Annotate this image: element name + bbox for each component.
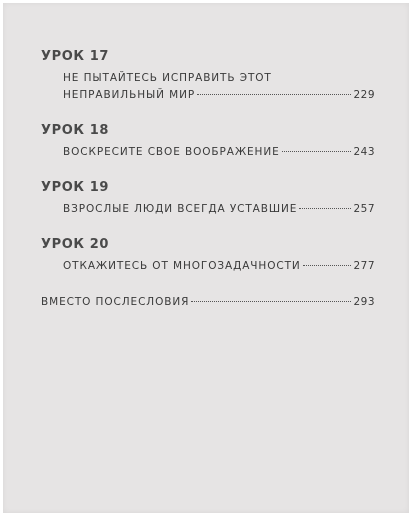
toc-entry	[63, 201, 375, 218]
toc-section-lesson-19	[41, 180, 375, 218]
page-number: 243	[353, 146, 375, 158]
toc-entry	[63, 70, 375, 104]
dot-leader	[197, 94, 351, 95]
lesson-heading: УРОК 17	[41, 49, 110, 64]
entry-title: ВЗРОСЛЫЕ ЛЮДИ ВСЕГДА УСТАВШИЕ	[63, 203, 298, 215]
book-page	[3, 3, 409, 513]
page-number: 257	[353, 203, 375, 215]
toc-entry	[63, 144, 375, 161]
dot-leader	[282, 151, 352, 152]
page-number: 277	[353, 260, 375, 272]
toc-section-lesson-20	[41, 237, 375, 275]
lesson-heading: УРОК 20	[41, 237, 110, 252]
lesson-heading: УРОК 18	[41, 123, 110, 138]
entry-title: ВОСКРЕСИТЕ СВОЕ ВООБРАЖЕНИЕ	[63, 146, 280, 158]
table-of-contents	[41, 49, 375, 330]
page-number: 229	[353, 89, 375, 101]
dot-leader	[303, 265, 352, 266]
dot-leader	[191, 301, 351, 302]
dot-leader	[299, 208, 351, 209]
lesson-heading: УРОК 19	[41, 180, 110, 195]
toc-section-afterword	[41, 294, 375, 311]
toc-section-lesson-17	[41, 49, 375, 104]
toc-entry	[41, 294, 375, 311]
toc-entry	[63, 258, 375, 275]
page-number: 293	[353, 296, 375, 308]
toc-section-lesson-18	[41, 123, 375, 161]
entry-title: ВМЕСТО ПОСЛЕСЛОВИЯ	[41, 296, 190, 308]
entry-title-line-1: НЕ ПЫТАЙТЕСЬ ИСПРАВИТЬ ЭТОТ	[63, 72, 272, 84]
entry-title: ОТКАЖИТЕСЬ ОТ МНОГОЗАДАЧНОСТИ	[63, 260, 301, 272]
entry-title-line-2: НЕПРАВИЛЬНЫЙ МИР	[63, 89, 196, 101]
